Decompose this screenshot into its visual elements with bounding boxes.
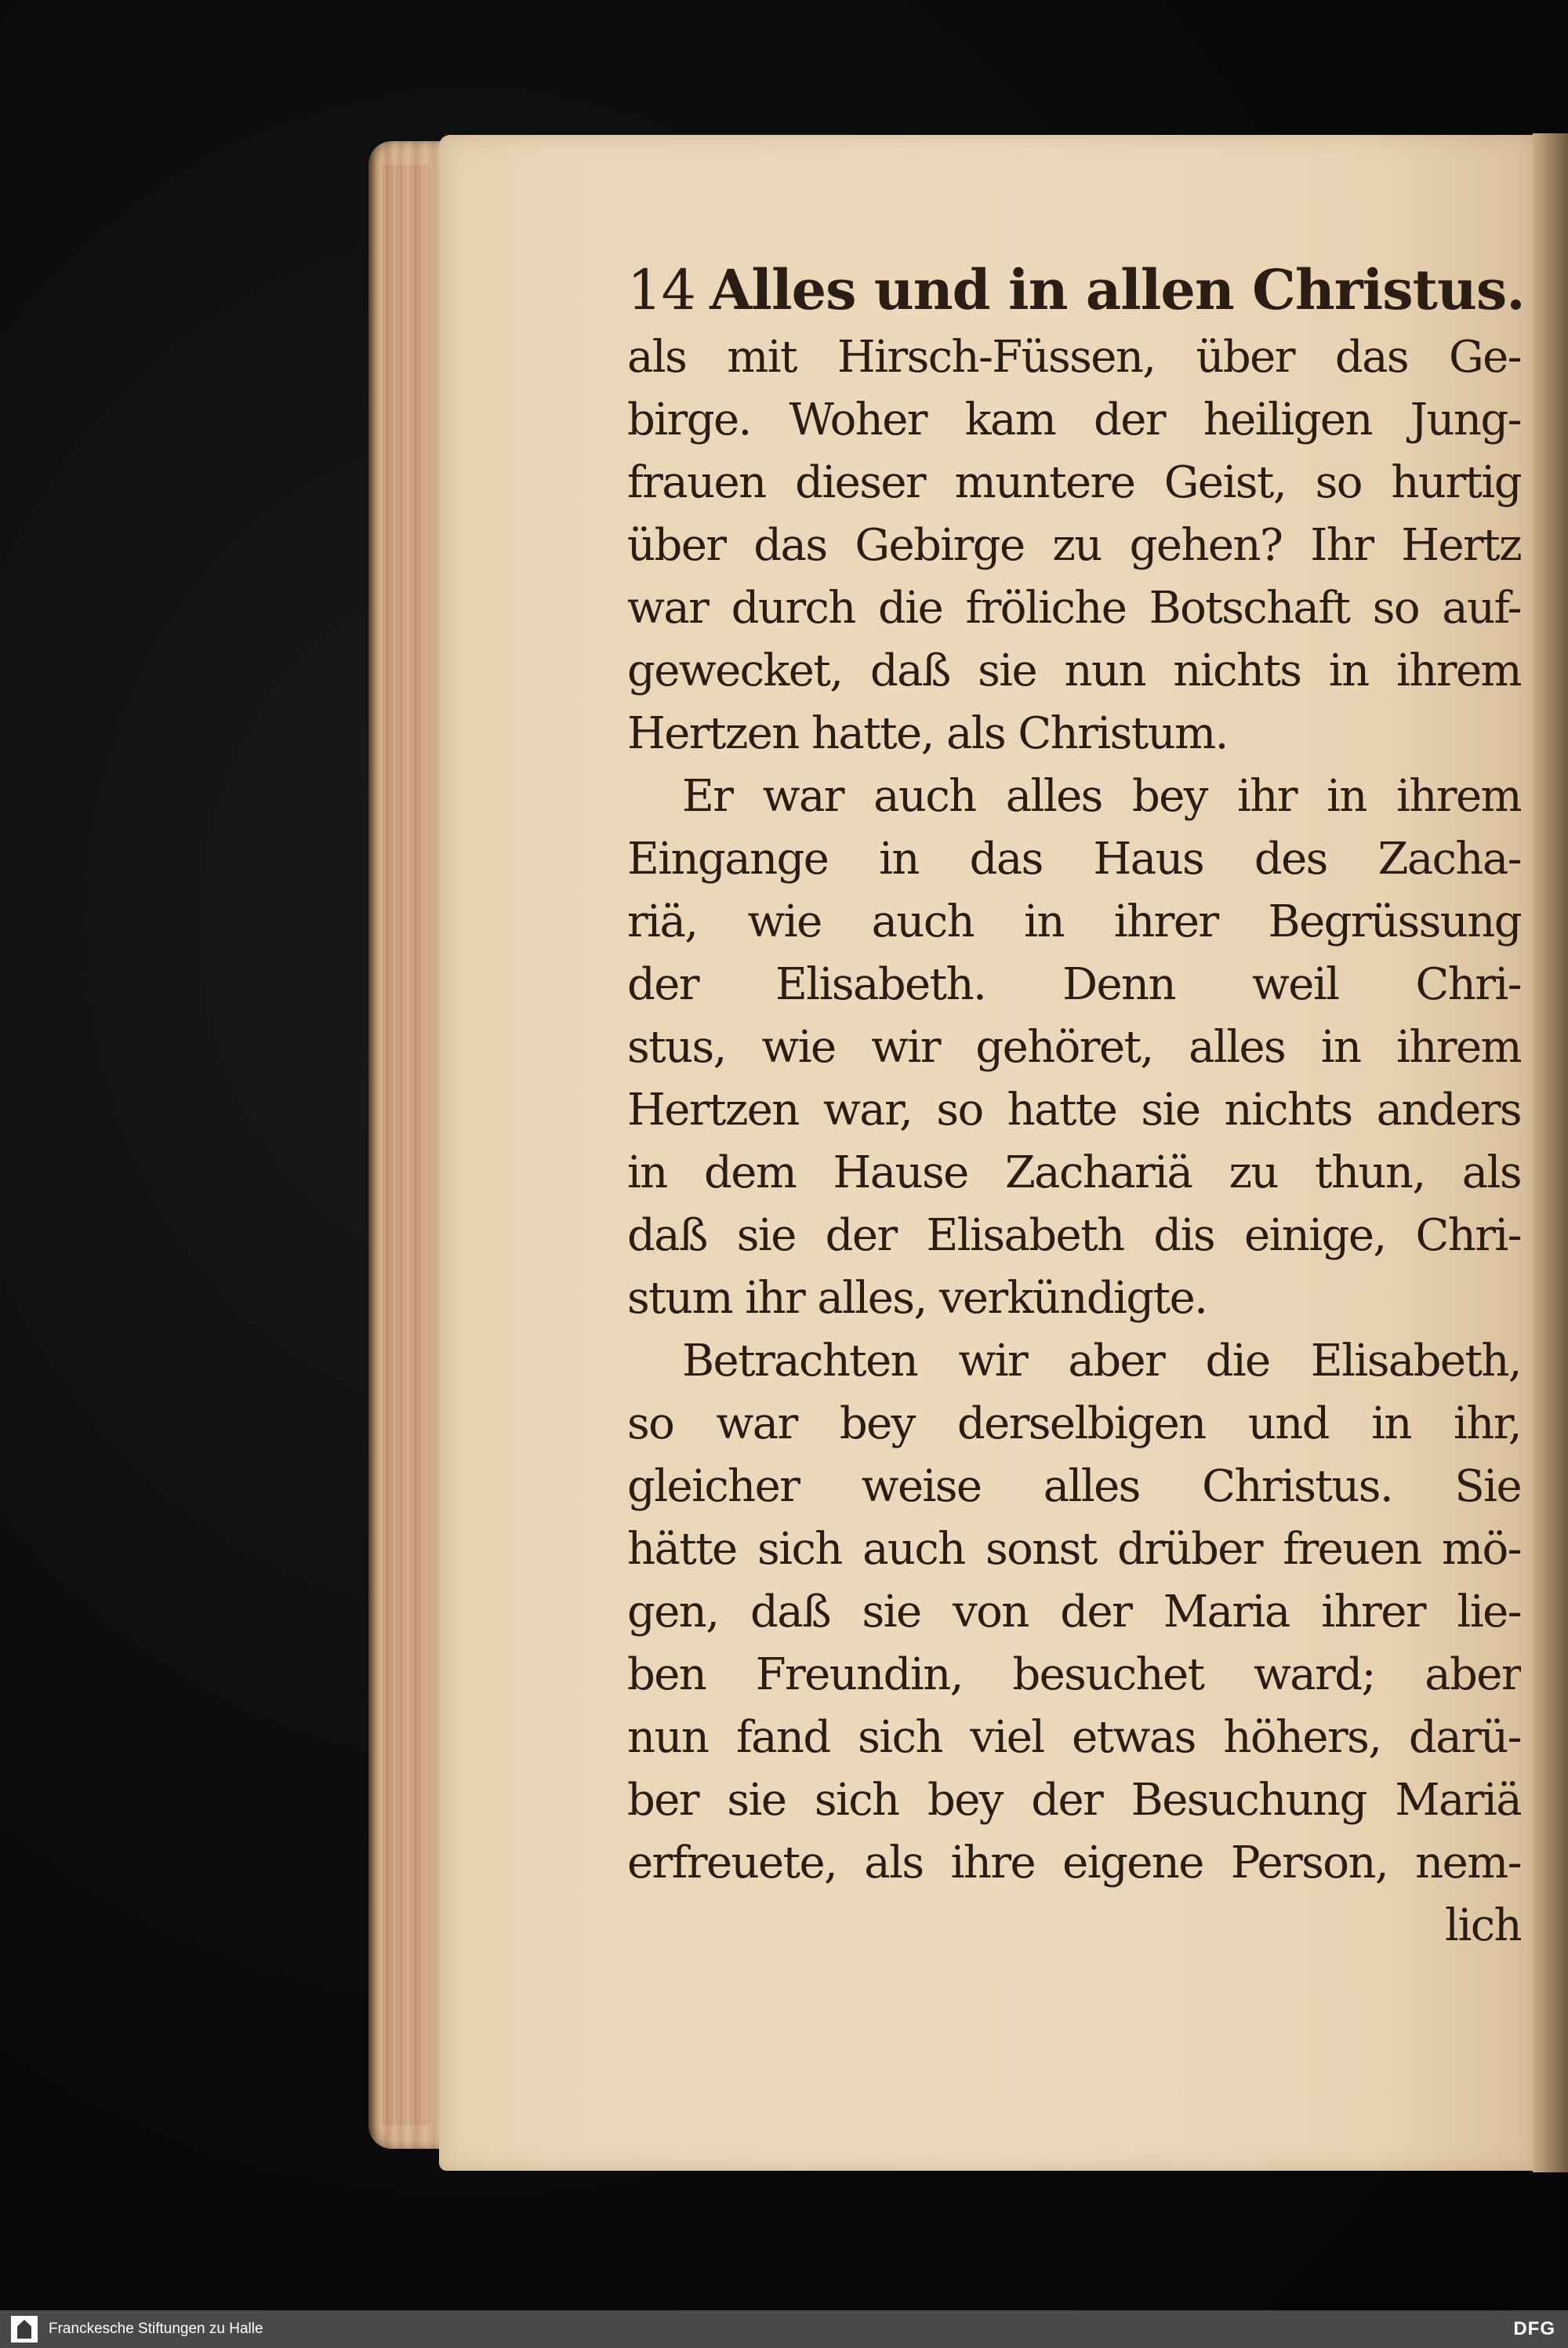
text-line: hätte sich auch sonst drüber freuen mö- (627, 1524, 1521, 1575)
running-header (627, 257, 1525, 322)
book-gutter (1533, 133, 1568, 2172)
running-title: Alles und in allen Christus. (710, 257, 1525, 322)
text-line: Hertzen war, so hatte sie nichts anders (627, 1085, 1521, 1136)
text-line: Hertzen hatte, als Christum. (627, 708, 1228, 759)
text-line: nun fand sich viel etwas höhers, darü- (627, 1712, 1521, 1763)
text-line: Betrachten wir aber die Elisabeth, (682, 1336, 1521, 1387)
institution-name: Franckesche Stiftungen zu Halle (49, 2321, 263, 2337)
catchword: lich (1445, 1900, 1521, 1951)
page-text (627, 257, 1525, 1957)
text-line: Eingange in das Haus des Zacha- (627, 834, 1521, 885)
footer-institution (11, 2316, 263, 2343)
text-line: war durch die fröliche Botschaft so auf- (627, 583, 1521, 634)
text-line: der Elisabeth. Denn weil Chri- (627, 959, 1521, 1010)
text-line: ben Freundin, besuchet ward; aber (627, 1649, 1521, 1700)
text-line: in dem Hause Zachariä zu thun, als (627, 1147, 1521, 1198)
text-line: als mit Hirsch-Füssen, über das Ge- (627, 332, 1521, 383)
text-line: so war bey derselbigen und in ihr, (627, 1398, 1521, 1449)
institution-logo-icon (11, 2316, 38, 2343)
text-line: riä, wie auch in ihrer Begrüssung (627, 896, 1521, 947)
text-line: gleicher weise alles Christus. Sie (627, 1461, 1521, 1512)
text-line: gen, daß sie von der Maria ihrer lie- (627, 1587, 1521, 1637)
text-line: gewecket, daß sie nun nichts in ihrem (627, 645, 1521, 696)
text-line: daß sie der Elisabeth dis einige, Chri- (627, 1210, 1521, 1261)
text-line: birge. Woher kam der heiligen Jung- (627, 394, 1521, 445)
dfg-logo: DFG (1513, 2318, 1555, 2339)
text-line: frauen dieser muntere Geist, so hurtig (627, 457, 1521, 508)
viewer-footer (0, 2310, 1568, 2348)
page-number: 14 (627, 258, 696, 322)
text-line: stum ihr alles, verkündigte. (627, 1273, 1207, 1324)
text-line: über das Gebirge zu gehen? Ihr Hertz (627, 520, 1521, 571)
text-line: stus, wie wir gehöret, alles in ihrem (627, 1022, 1521, 1073)
text-line: Er war auch alles bey ihr in ihrem (682, 771, 1521, 822)
text-line: erfreuete, als ihre eigene Person, nem- (627, 1837, 1521, 1888)
text-line: ber sie sich bey der Besuchung Mariä (627, 1775, 1521, 1826)
